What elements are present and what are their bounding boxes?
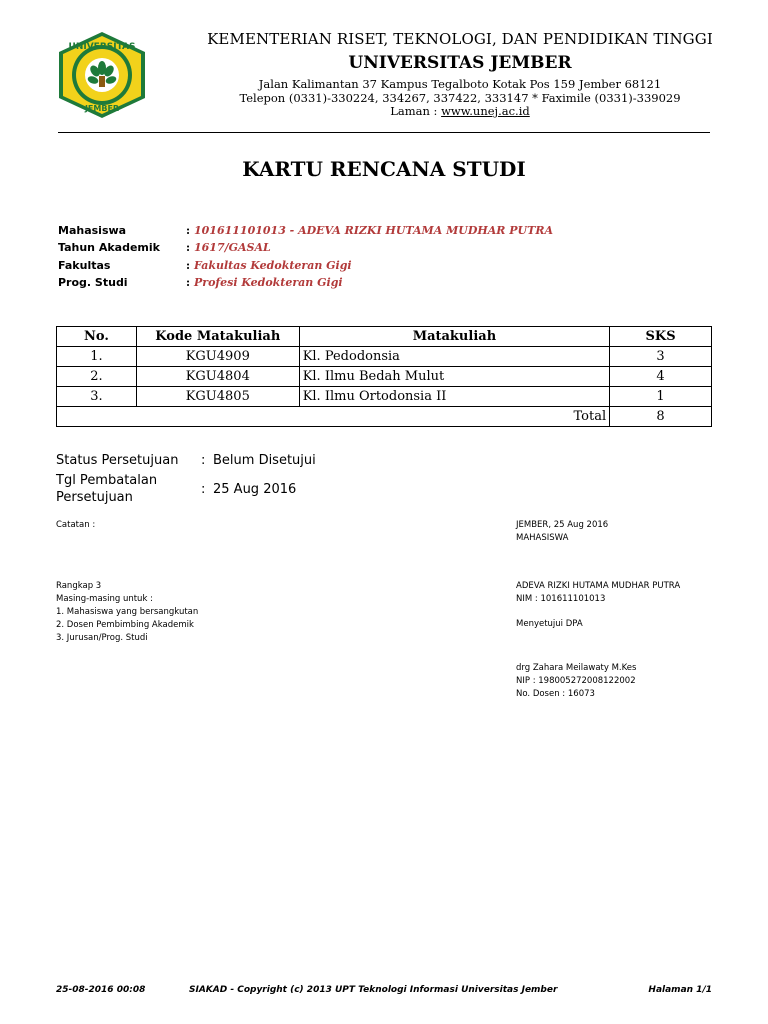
website-line [180, 104, 740, 118]
table-total-row [57, 407, 712, 427]
info-label: Mahasiswa [58, 224, 127, 238]
info-value: Fakultas Kedokteran Gigi [194, 258, 352, 272]
student-signature [516, 580, 680, 606]
phone: Telepon (0331)-330224, 334267, 337422, 333147 * Faximile (0331)-339029 [239, 91, 681, 105]
info-colon: : [186, 241, 191, 255]
dpa-approval-label: Menyetujui DPA [516, 619, 583, 629]
cancel-date-label-line1: Tgl Pembatalan [56, 473, 158, 488]
status-label: Status Persetujuan [56, 452, 179, 468]
table-row [57, 387, 712, 407]
student-name: ADEVA RIZKI HUTAMA MUDHAR PUTRA [516, 581, 681, 591]
table-header-row [57, 327, 712, 347]
footer-copyright: SIAKAD - Copyright (c) 2013 UPT Teknologi Informasi Universitas Jember [189, 985, 558, 995]
approval-status [56, 450, 316, 506]
footer-page-number: Halaman 1/1 [648, 985, 712, 995]
cell-sks: 1 [610, 387, 712, 407]
dpa-nip: NIP : 198005272008122002 [516, 676, 636, 686]
status-row [56, 450, 316, 470]
website-link[interactable]: www.unej.ac.id [441, 104, 530, 118]
logo-bottom-text: JEMBER [84, 104, 120, 113]
student-signature-header [516, 519, 608, 545]
student-info [58, 222, 553, 291]
address: Jalan Kalimantan 37 Kampus Tegalboto Kotak Pos 159 Jember 68121 [258, 77, 662, 91]
footer-timestamp: 25-08-2016 00:08 [56, 985, 146, 995]
info-row-prog-studi [58, 274, 553, 291]
info-value: Profesi Kedokteran Gigi [194, 276, 343, 290]
copies-for: Masing-masing untuk : [56, 594, 153, 604]
course-table [56, 326, 712, 427]
column-header-matakuliah: Matakuliah [299, 327, 609, 347]
dpa-number: No. Dosen : 16073 [516, 689, 595, 699]
copies-item: 3. Jurusan/Prog. Studi [56, 633, 148, 643]
cell-no: 1. [57, 347, 137, 367]
total-value: 8 [610, 407, 712, 427]
info-row-fakultas [58, 257, 553, 274]
signature-role: MAHASISWA [516, 533, 569, 543]
cancel-date-label-line2: Persetujuan [56, 490, 133, 505]
cell-kode: KGU4804 [136, 367, 299, 387]
cancel-date-row [56, 472, 316, 506]
student-nim: NIM : 101611101013 [516, 594, 606, 604]
cell-kode: KGU4805 [136, 387, 299, 407]
info-label: Tahun Akademik [58, 241, 160, 255]
copies-item: 1. Mahasiswa yang bersangkutan [56, 607, 199, 617]
table-row [57, 367, 712, 387]
notes-label: Catatan : [56, 520, 96, 530]
copies-item: 2. Dosen Pembimbing Akademik [56, 620, 194, 630]
info-row-tahun-akademik [58, 239, 553, 256]
info-colon: : [186, 258, 191, 272]
copies-count: Rangkap 3 [56, 581, 102, 591]
cancel-date-label [56, 472, 201, 506]
dpa-name: drg Zahara Meilawaty M.Kes [516, 663, 637, 673]
status-value: Belum Disetujui [213, 452, 316, 468]
info-value: 1617/GASAL [194, 241, 271, 255]
cancel-date-value: 25 Aug 2016 [213, 481, 297, 497]
cell-matakuliah: Kl. Ilmu Ortodonsia II [299, 387, 609, 407]
copies-notes [56, 580, 198, 645]
column-header-no: No. [57, 327, 137, 347]
cell-sks: 3 [610, 347, 712, 367]
status-colon: : [201, 452, 206, 468]
info-label: Prog. Studi [58, 276, 128, 290]
website-label: Laman : [390, 104, 442, 118]
total-label: Total [57, 407, 610, 427]
cell-matakuliah: Kl. Ilmu Bedah Mulut [299, 367, 609, 387]
info-colon: : [186, 224, 191, 238]
cell-no: 3. [57, 387, 137, 407]
cell-matakuliah: Kl. Pedodonsia [299, 347, 609, 367]
column-header-kode: Kode Matakuliah [136, 327, 299, 347]
university-name: UNIVERSITAS JEMBER [348, 53, 572, 73]
logo-top-text: UNIVERSITAS [68, 42, 136, 52]
column-header-sks: SKS [610, 327, 712, 347]
info-row-mahasiswa [58, 222, 553, 239]
ministry-name: KEMENTERIAN RISET, TEKNOLOGI, DAN PENDIDIKAN TINGGI [207, 30, 713, 48]
dpa-signature [516, 662, 636, 701]
info-label: Fakultas [58, 258, 111, 272]
cell-no: 2. [57, 367, 137, 387]
place-date: JEMBER, 25 Aug 2016 [516, 520, 609, 530]
cell-kode: KGU4909 [136, 347, 299, 367]
cell-sks: 4 [610, 367, 712, 387]
header-divider [58, 132, 710, 133]
info-value: 101611101013 - ADEVA RIZKI HUTAMA MUDHAR PUTRA [194, 224, 554, 238]
university-logo [53, 30, 151, 120]
info-colon: : [186, 276, 191, 290]
page-title: KARTU RENCANA STUDI [242, 157, 526, 181]
table-row [57, 347, 712, 367]
cancel-date-colon: : [201, 481, 206, 497]
